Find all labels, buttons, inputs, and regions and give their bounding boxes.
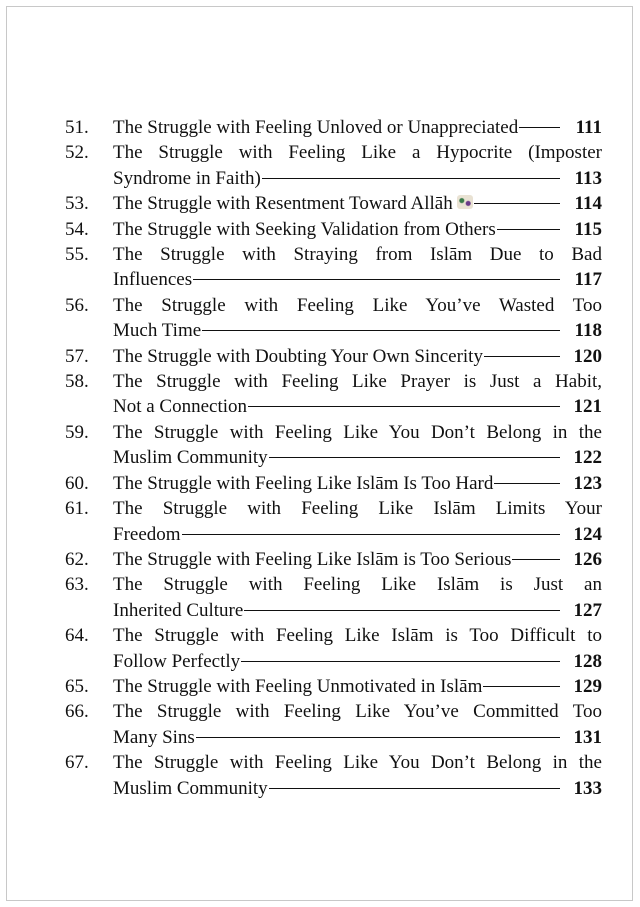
entry-last-line <box>113 725 602 750</box>
entry-last-line <box>113 394 602 419</box>
entry-title-line: The Struggle with Feeling Like a Hypocrite (Imposter <box>113 142 602 164</box>
entry-title-line: Inherited Culture <box>113 599 244 621</box>
dot-leader-line <box>248 406 560 407</box>
dot-leader-line <box>497 229 560 230</box>
entry-title-line: Not a Connection <box>113 396 248 418</box>
entry-number: 55. <box>65 244 89 266</box>
dot-leader-line <box>193 279 560 280</box>
dot-leader-line <box>512 559 560 560</box>
entry-last-line <box>113 344 602 369</box>
entry-title-line: Syndrome in Faith) <box>113 167 261 189</box>
book-page <box>6 6 633 901</box>
entry-body <box>113 496 602 547</box>
entry-last-line <box>113 191 602 216</box>
entry-number: 67. <box>65 752 89 774</box>
entry-page-number: 113 <box>574 167 602 189</box>
dot-leader-line <box>519 127 560 128</box>
entry-last-line <box>113 598 602 623</box>
entry-title-line: The Struggle with Feeling Unloved or Unappreciated <box>113 117 519 138</box>
dot-leader-line <box>196 737 560 738</box>
entry-body <box>113 471 602 496</box>
dot-leader-line <box>262 178 560 179</box>
entry-page-number: 129 <box>573 675 602 697</box>
dot-leader-line <box>483 686 560 687</box>
entry-last-line <box>113 115 602 140</box>
entry-page-number: 126 <box>573 548 602 570</box>
entry-title-line: Muslim Community <box>113 777 268 799</box>
toc-entry[interactable] <box>65 471 602 496</box>
entry-page-number: 123 <box>573 472 602 494</box>
entry-title-line: Follow Perfectly <box>113 650 241 672</box>
entry-last-line <box>113 674 602 699</box>
toc-entry[interactable] <box>65 191 602 216</box>
toc-entry[interactable] <box>65 420 602 471</box>
entry-title-line: The Struggle with Feeling Like You Don’t Belong in the <box>113 752 602 774</box>
entry-title-line: The Struggle with Doubting Your Own Sincerity <box>113 345 483 367</box>
entry-number: 53. <box>65 193 89 215</box>
entry-number: 60. <box>65 472 89 494</box>
entry-number: 63. <box>65 574 89 596</box>
entry-body <box>113 699 602 750</box>
entry-body <box>113 115 602 140</box>
entry-page-number: 114 <box>574 193 602 215</box>
toc-entry[interactable] <box>65 140 602 191</box>
entry-last-line <box>113 471 602 496</box>
dot-leader-line <box>202 330 560 331</box>
entry-last-line <box>113 217 602 242</box>
entry-body <box>113 572 602 623</box>
toc-entry[interactable] <box>65 293 602 344</box>
entry-last-line <box>113 318 602 343</box>
entry-title-line: The Struggle with Feeling Like Islām is Too Serious <box>113 548 512 570</box>
entry-title-line: The Struggle with Feeling Like Islām is Just an <box>113 574 602 596</box>
entry-body <box>113 217 602 242</box>
entry-page-number: 111 <box>575 117 602 138</box>
entry-number: 64. <box>65 625 89 647</box>
entry-page-number: 118 <box>574 320 602 342</box>
entry-title-line: The Struggle with Feeling Like Prayer is Just a Habit, <box>113 371 602 393</box>
entry-body <box>113 623 602 674</box>
entry-title-line: The Struggle with Straying from Islām Due to Bad <box>113 244 602 266</box>
entry-body <box>113 369 602 420</box>
entry-last-line <box>113 522 602 547</box>
entry-last-line <box>113 445 602 470</box>
entry-page-number: 120 <box>573 345 602 367</box>
entry-number: 58. <box>65 371 89 393</box>
entry-title-line: The Struggle with Feeling Like Islām is Too Difficult to <box>113 625 602 647</box>
entry-number: 59. <box>65 421 89 443</box>
entry-last-line <box>113 776 602 801</box>
entry-title-line: Much Time <box>113 320 202 342</box>
toc-entry[interactable] <box>65 369 602 420</box>
dot-leader-line <box>244 610 560 611</box>
entry-title-line: The Struggle with Feeling Like Islām Is Too Hard <box>113 472 494 494</box>
entry-title-line: The Struggle with Seeking Validation from Others <box>113 218 496 240</box>
entry-body <box>113 750 602 801</box>
entry-title-line: Many Sins <box>113 726 195 748</box>
dot-leader-line <box>474 203 560 204</box>
entry-body <box>113 191 602 216</box>
entry-number: 66. <box>65 701 89 723</box>
entry-number: 52. <box>65 142 89 164</box>
entry-number: 61. <box>65 498 89 520</box>
dot-leader-line <box>269 788 560 789</box>
entry-body <box>113 140 602 191</box>
entry-title-line: Freedom <box>113 523 181 545</box>
entry-page-number: 115 <box>574 218 602 240</box>
entry-title-line: The Struggle with Feeling Like Islām Limits Your <box>113 498 602 520</box>
entry-page-number: 122 <box>573 447 602 469</box>
toc-entry[interactable] <box>65 674 602 699</box>
toc-entry[interactable] <box>65 217 602 242</box>
entry-body <box>113 420 602 471</box>
entry-number: 51. <box>65 117 89 138</box>
entry-page-number: 131 <box>573 726 602 748</box>
entry-page-number: 128 <box>573 650 602 672</box>
entry-page-number: 127 <box>573 599 602 621</box>
entry-last-line <box>113 649 602 674</box>
entry-title-line: Muslim Community <box>113 447 268 469</box>
table-of-contents <box>65 115 602 801</box>
toc-entry[interactable] <box>65 547 602 572</box>
entry-last-line <box>113 166 602 191</box>
entry-body <box>113 547 602 572</box>
toc-entry[interactable] <box>65 623 602 674</box>
entry-number: 57. <box>65 345 89 367</box>
entry-body <box>113 674 602 699</box>
toc-entry[interactable] <box>65 496 602 547</box>
entry-number: 65. <box>65 675 89 697</box>
toc-entry[interactable] <box>65 699 602 750</box>
dot-leader-line <box>484 356 560 357</box>
entry-title-line: The Struggle with Feeling Like You Don’t Belong in the <box>113 421 602 443</box>
entry-title-line: The Struggle with Feeling Like You’ve Wasted Too <box>113 294 602 316</box>
toc-entry[interactable] <box>65 115 602 140</box>
entry-number: 62. <box>65 548 89 570</box>
entry-page-number: 133 <box>573 777 602 799</box>
toc-entry[interactable] <box>65 750 602 801</box>
entry-title-line: Influences <box>113 269 193 291</box>
entry-body <box>113 293 602 344</box>
toc-entry[interactable] <box>65 572 602 623</box>
swt-glyph-icon <box>457 195 473 209</box>
entry-title-line: The Struggle with Feeling Like You’ve Committed Too <box>113 701 602 723</box>
dot-leader-line <box>269 457 560 458</box>
dot-leader-line <box>494 483 560 484</box>
entry-page-number: 124 <box>573 523 602 545</box>
entry-body <box>113 242 602 293</box>
entry-page-number: 121 <box>573 396 602 418</box>
dot-leader-line <box>241 661 560 662</box>
entry-last-line <box>113 267 602 292</box>
entry-last-line <box>113 547 602 572</box>
dot-leader-line <box>182 534 560 535</box>
entry-page-number: 117 <box>574 269 602 291</box>
entry-title-line: The Struggle with Resentment Toward Allāh <box>113 193 453 215</box>
entry-title-line: The Struggle with Feeling Unmotivated in Islām <box>113 675 483 697</box>
toc-entry[interactable] <box>65 242 602 293</box>
entry-body <box>113 344 602 369</box>
toc-entry[interactable] <box>65 344 602 369</box>
entry-number: 56. <box>65 294 89 316</box>
entry-number: 54. <box>65 218 89 240</box>
